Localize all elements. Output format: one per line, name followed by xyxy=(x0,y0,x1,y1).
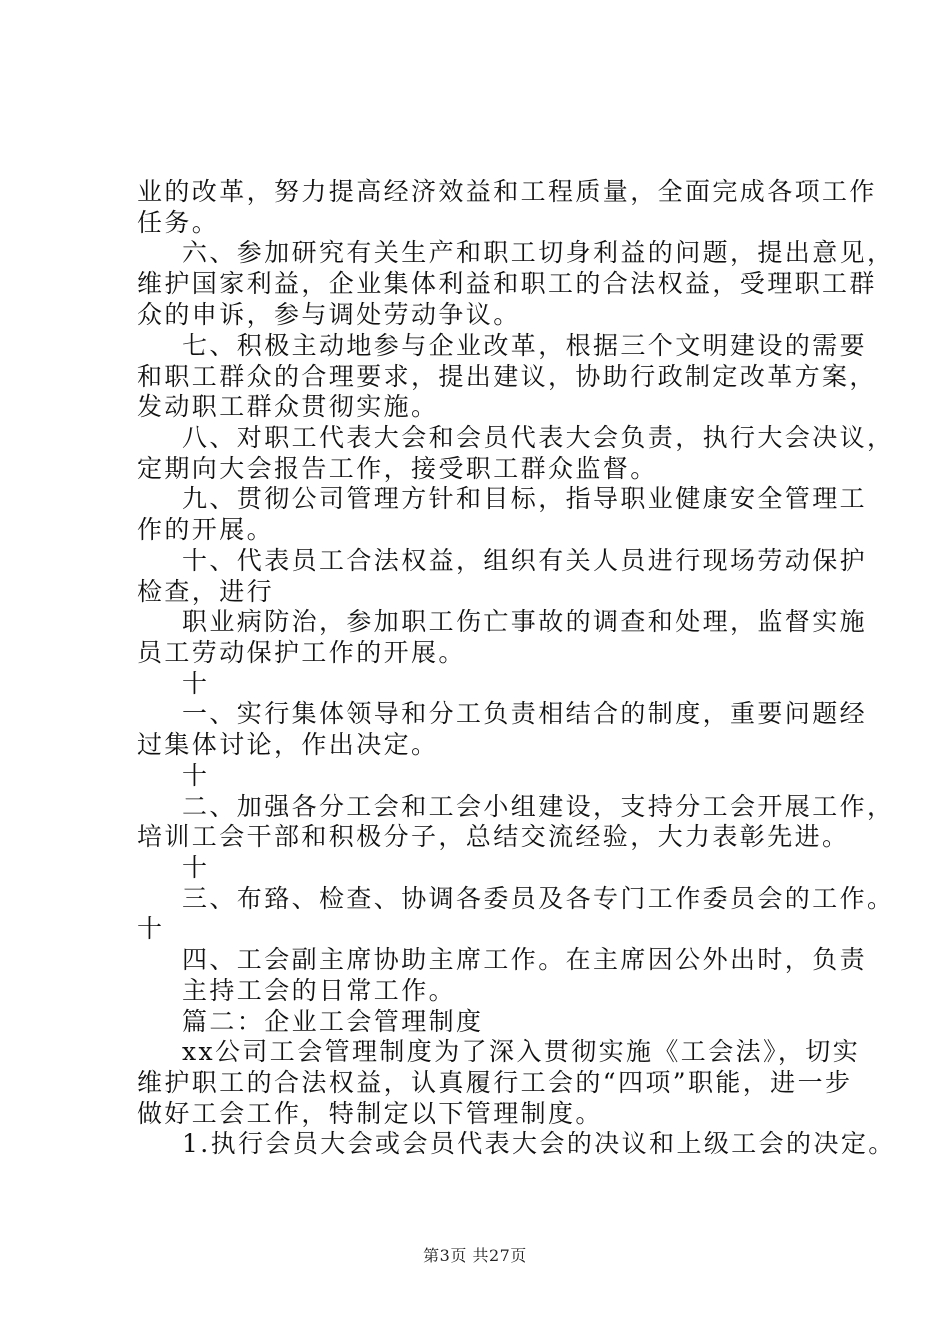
text-line: 九、贯彻公司管理方针和目标，指导职业健康安全管理工 xyxy=(182,484,868,513)
text-line: 十 xyxy=(182,669,210,698)
text-line: 作的开展。 xyxy=(137,515,275,544)
text-line: 十、代表员工合法权益，组织有关人员进行现场劳动保护 xyxy=(182,546,868,575)
text-line: 十 xyxy=(182,853,210,882)
text-line: 任务。 xyxy=(137,208,220,237)
text-line: 四、工会副主席协助主席工作。在主席因公外出时，负责 xyxy=(182,945,868,974)
text-line: 业的改革，努力提高经济效益和工程质量，全面完成各项工作 xyxy=(137,177,877,206)
text-line: 检查，进行 xyxy=(137,577,275,606)
text-line: 三、布臵、检查、协调各委员及各专门工作委员会的工作。 xyxy=(182,884,895,913)
text-line: 十 xyxy=(182,761,210,790)
text-line: 七、积极主动地参与企业改革，根据三个文明建设的需要 xyxy=(182,331,868,360)
text-line: 一、实行集体领导和分工负责相结合的制度，重要问题经 xyxy=(182,699,868,728)
text-line: 做好工会工作，特制定以下管理制度。 xyxy=(137,1099,603,1128)
text-line: 八、对职工代表大会和会员代表大会负责，执行大会决议， xyxy=(182,423,895,452)
text-line: 十 xyxy=(137,914,165,943)
text-line: 培训工会干部和积极分子，总结交流经验，大力表彰先进。 xyxy=(137,822,850,851)
text-line: 过集体讨论，作出决定。 xyxy=(137,730,439,759)
section-heading: 篇二：企业工会管理制度 xyxy=(182,1007,484,1036)
text-line: 职业病防治，参加职工伤亡事故的调查和处理，监督实施 xyxy=(182,607,868,636)
text-line: 员工劳动保护工作的开展。 xyxy=(137,638,466,667)
page-number: 第3页 共27页 xyxy=(423,1246,527,1265)
text-line: 维护职工的合法权益，认真履行工会的“四项”职能，进一步 xyxy=(137,1068,853,1097)
text-line: 六、参加研究有关生产和职工切身利益的问题，提出意见， xyxy=(182,238,895,267)
text-line: 维护国家利益，企业集体利益和职工的合法权益，受理职工群 xyxy=(137,269,877,298)
text-line: 1.执行会员大会或会员代表大会的决议和上级工会的决定。 xyxy=(182,1129,896,1158)
text-line: xx公司工会管理制度为了深入贯彻实施《工会法》，切实 xyxy=(182,1037,861,1066)
text-line: 众的申诉，参与调处劳动争议。 xyxy=(137,300,521,329)
text-line: 定期向大会报告工作，接受职工群众监督。 xyxy=(137,454,658,483)
text-line: 主持工会的日常工作。 xyxy=(182,976,457,1005)
text-line: 和职工群众的合理要求，提出建议，协助行政制定改革方案， xyxy=(137,362,877,391)
text-line: 发动职工群众贯彻实施。 xyxy=(137,392,439,421)
text-line: 二、加强各分工会和工会小组建设，支持分工会开展工作， xyxy=(182,792,895,821)
